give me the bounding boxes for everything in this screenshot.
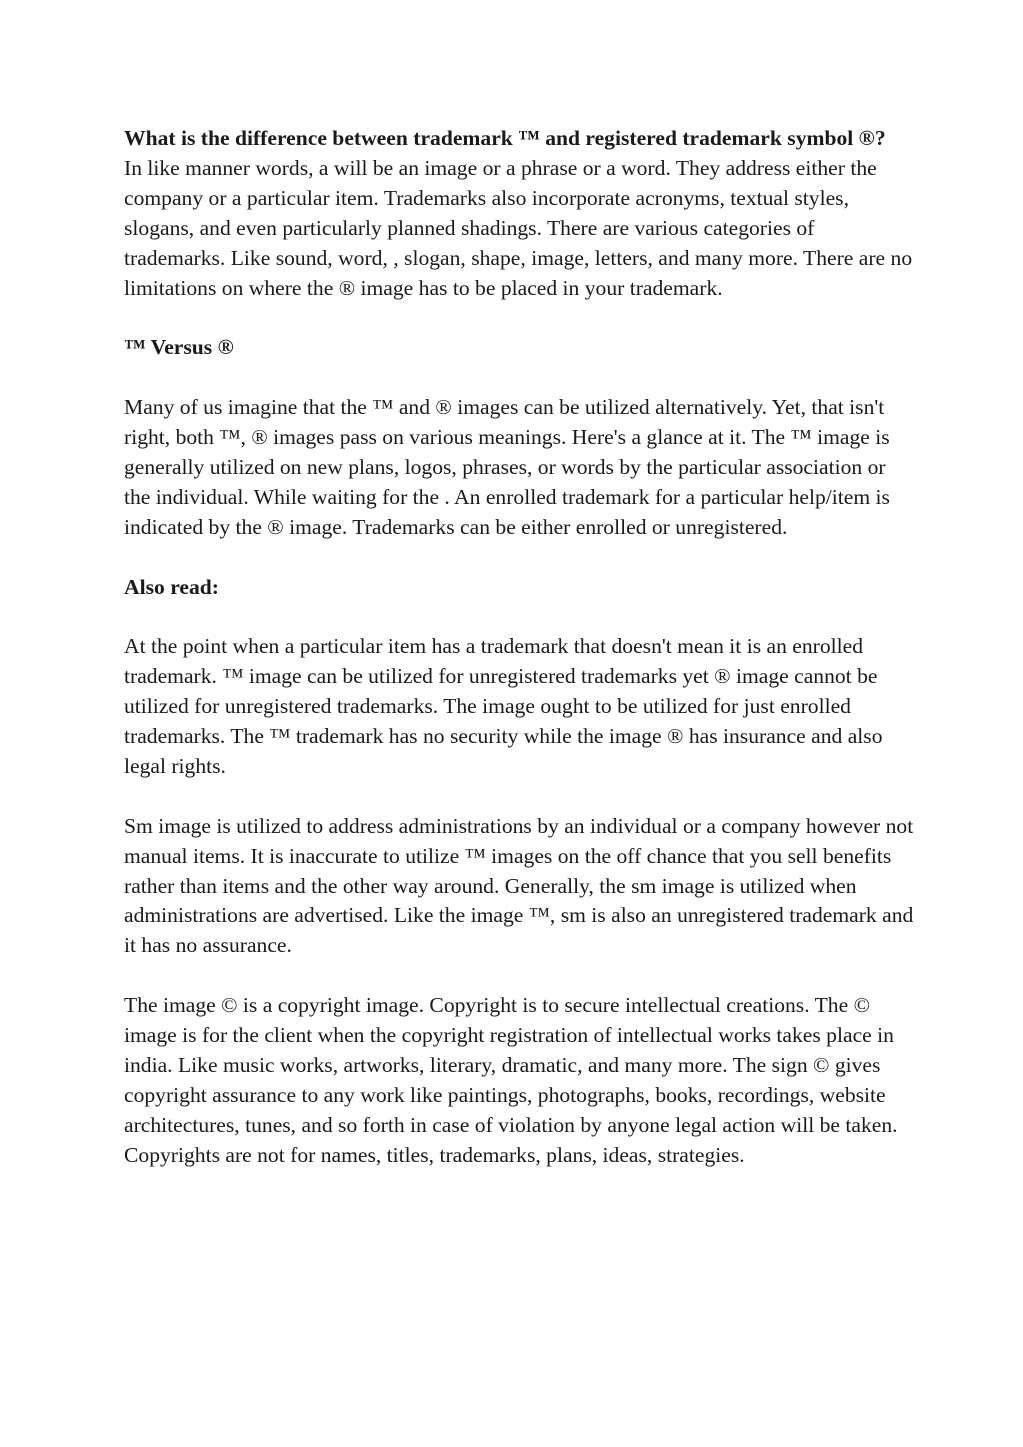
document-body <box>124 124 914 1171</box>
article-heading: What is the difference between trademark ™ and registered trademark symbol ®? <box>124 126 886 150</box>
spacer <box>124 303 914 333</box>
spacer <box>124 961 914 991</box>
copyright-paragraph: The image © is a copyright image. Copyright is to secure intellectual creations. The © image is for the client when the copyright registration of intellectual works takes place in india. Like music works, artworks, literary, dramatic, and many more. The sign © gives copyright assurance to any work like paintings, photographs, books, recordings, website architectures, tunes, and so forth in case of violation by anyone legal action will be taken. Copyrights are not for names, titles, trademarks, plans, ideas, strategies. <box>124 993 898 1167</box>
enrolled-paragraph: At the point when a particular item has a trademark that doesn't mean it is an enrolled trademark. ™ image can be utilized for unregistered trademarks yet ® image cannot be utilized for unregistered trademarks. The image ought to be utilized for just enrolled trademarks. The ™ trademark has no security while the image ® has insurance and also legal rights. <box>124 634 883 778</box>
versus-paragraph: Many of us imagine that the ™ and ® images can be utilized alternatively. Yet, that isn't right, both ™, ® images pass on various meanings. Here's a glance at it. The ™ image is generally utilized on new plans, logos, phrases, or words by the particular association or the individual. While waiting for the . An enrolled trademark for a particular help/item is indicated by the ® image. Trademarks can be either enrolled or unregistered. <box>124 395 890 539</box>
spacer <box>124 602 914 632</box>
sm-paragraph: Sm image is utilized to address administrations by an individual or a company however not manual items. It is inaccurate to utilize ™ images on the off chance that you sell benefits rather than items and the other way around. Generally, the sm image is utilized when administrations are advertised. Like the image ™, sm is also an unregistered trademark and it has no assurance. <box>124 813 914 958</box>
also-read-subheading: Also read: <box>124 574 219 599</box>
versus-subheading: ™ Versus ® <box>124 335 234 360</box>
spacer <box>124 543 914 573</box>
spacer <box>124 782 914 812</box>
spacer <box>124 363 914 393</box>
intro-paragraph: In like manner words, a will be an image or a phrase or a word. They address either the company or a particular item. Trademarks also incorporate acronyms, textual styles, slogans, and even particularly planned shadings. There are various categories of trademarks. Like sound, word, , slogan, shape, image, letters, and many more. There are no limitations on where the ® image has to be placed in your trademark. <box>124 155 913 300</box>
